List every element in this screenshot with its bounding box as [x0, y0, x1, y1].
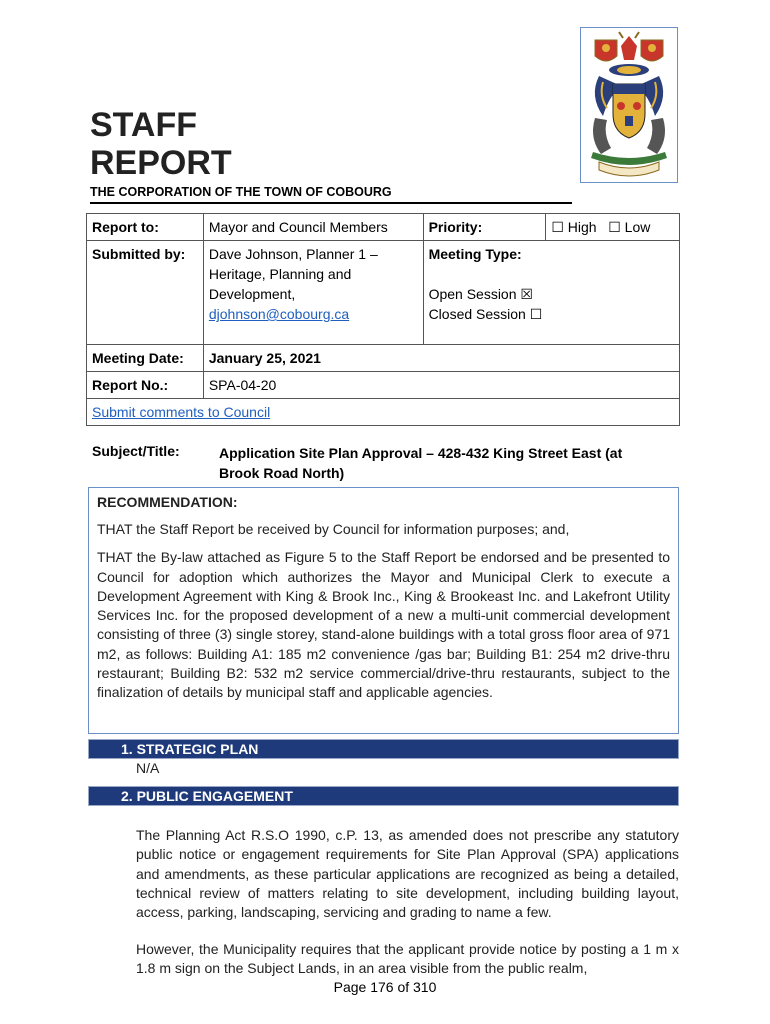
closed-session-option[interactable]: Closed Session ☐ — [428, 306, 543, 322]
page-title — [90, 106, 232, 182]
submitted-by-label: Submitted by: — [87, 241, 204, 345]
report-to-label: Report to: — [87, 214, 204, 241]
meeting-date-label: Meeting Date: — [87, 345, 204, 372]
corporation-name: THE CORPORATION OF THE TOWN OF COBOURG — [90, 185, 392, 199]
title-line-1: STAFF — [90, 106, 198, 144]
meeting-type-cell — [423, 241, 679, 345]
priority-label: Priority: — [423, 214, 546, 241]
report-to-value: Mayor and Council Members — [203, 214, 423, 241]
section-1-title: 1. STRATEGIC PLAN — [121, 741, 259, 757]
section-2-para-1: The Planning Act R.S.O 1990, c.P. 13, as amended does not prescribe any statutory public notice or engagement requirements for Site Plan Approval (SPA) applications and amendments, as these particular applications are recognized as being a detailed, technical review of matters relating to site development, including building layout, access, parking, landscaping, servicing and grading to name a few. — [136, 827, 679, 921]
recommendation-para-1: THAT the Staff Report be received by Council for information purposes; and, — [97, 521, 570, 537]
report-meta-table — [86, 213, 680, 426]
subject-line-2: Brook Road North) — [219, 465, 345, 481]
submitted-by-line-2: Heritage, Planning and — [208, 266, 352, 282]
section-2-title: 2. PUBLIC ENGAGEMENT — [121, 788, 293, 804]
title-line-2: REPORT — [90, 144, 232, 182]
report-no-label: Report No.: — [87, 372, 204, 399]
submitted-by-line-3: Development, — [208, 286, 296, 302]
subject-label: Subject/Title: — [92, 443, 180, 459]
crest-icon — [581, 28, 677, 182]
priority-options — [546, 214, 680, 241]
submitted-by-line-1: Dave Johnson, Planner 1 – — [208, 246, 378, 262]
submitted-by-value — [203, 241, 423, 345]
section-1-body: N/A — [136, 760, 160, 776]
priority-high-checkbox[interactable]: ☐ High — [551, 219, 597, 235]
submit-comments-cell — [87, 399, 680, 426]
subject-line-1: Application Site Plan Approval – 428-432 King Street East (at — [219, 445, 623, 461]
subject-title — [219, 443, 679, 483]
page-number: Page 176 of 310 — [333, 979, 437, 995]
section-2-para-2: However, the Municipality requires that the applicant provide notice by posting a 1 m x 1.8 m sign on the Subject Lands, in an area visible from the public realm, — [136, 941, 679, 977]
meeting-date-value: January 25, 2021 — [203, 345, 679, 372]
recommendation-para-2: THAT the By-law attached as Figure 5 to the Staff Report be endorsed and be presented to Council for adoption which authorizes the Mayor and Municipal Clerk to execute a Development Agreement with King & Brook Inc., King & Brookeast Inc. and Lakefront Utility Services Inc. for the proposed development of a new a multi-unit commercial development consisting of three (3) single storey, stand-alone buildings with a total gross floor area of 971 m2, as follows: Building A1: 185 m2 convenience /gas bar; Building B1: 254 m2 drive-thru restaurant; Building B2: 532 m2 service commercial/drive-thru restaurants, subject to the finalization of details by municipal staff and applicable agencies. — [97, 549, 670, 701]
submit-comments-link[interactable]: Submit comments to Council — [92, 404, 271, 420]
recommendation-title: RECOMMENDATION: — [97, 494, 238, 510]
coat-of-arms-logo — [580, 27, 678, 183]
submitter-email-link[interactable]: djohnson@cobourg.ca — [208, 306, 350, 322]
recommendation-box — [88, 487, 679, 734]
priority-low-checkbox[interactable]: ☐ Low — [608, 219, 651, 235]
open-session-option[interactable]: Open Session ☒ — [428, 286, 533, 302]
header-divider — [90, 202, 572, 204]
section-public-engagement-header — [88, 786, 679, 806]
meeting-type-label: Meeting Type: — [428, 246, 522, 262]
report-no-value: SPA-04-20 — [203, 372, 679, 399]
section-strategic-plan-header — [88, 739, 679, 759]
